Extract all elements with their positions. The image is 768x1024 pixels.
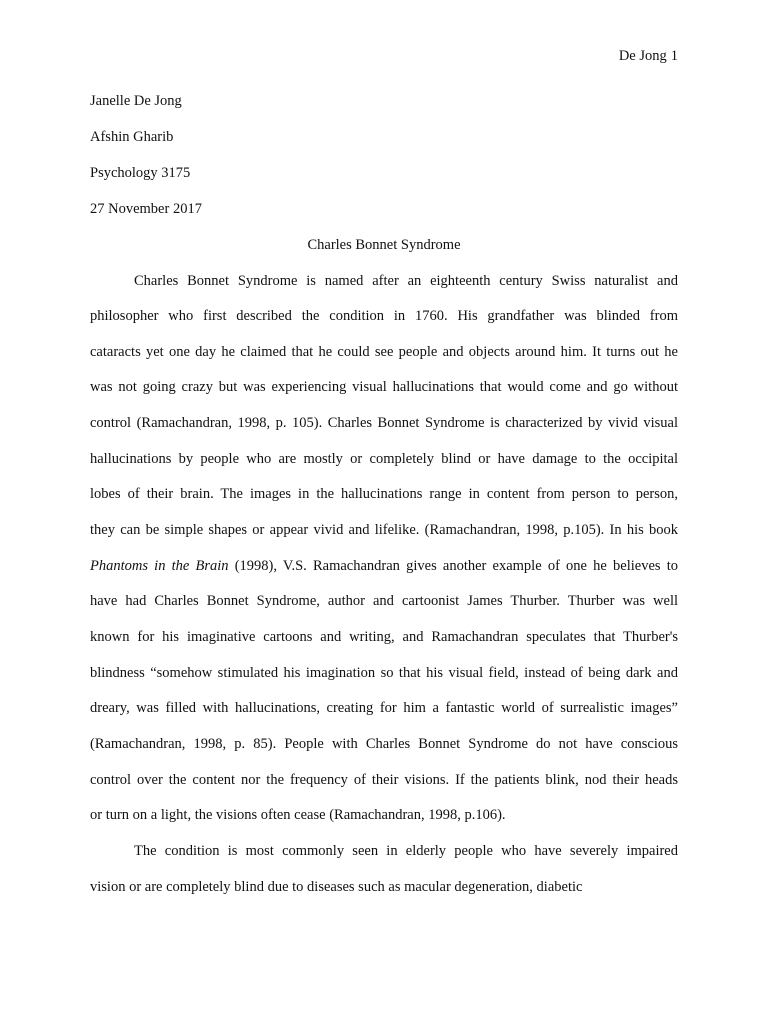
paragraph-line: hallucinations by people who are mostly or completely blind or have damage to the occipital (90, 451, 678, 467)
paragraph-line-with-book-title (90, 555, 678, 577)
instructor-name: Afshin Gharib (90, 129, 174, 145)
running-header (619, 46, 678, 66)
header-author-surname: De Jong (618, 48, 667, 64)
paragraph-line: known for his imaginative cartoons and writing, and Ramachandran speculates that Thurber's (90, 629, 678, 645)
course-name: Psychology 3175 (90, 165, 191, 181)
paragraph-line: philosopher who first described the condition in 1760. His grandfather was blinded from (90, 308, 678, 324)
book-title-continuation: (1998), V.S. Ramachandran gives another example of one he believes to (228, 558, 678, 574)
header-page-number: 1 (670, 48, 678, 64)
paragraph-line: lobes of their brain. The images in the hallucinations range in content from person to person, (90, 486, 678, 502)
paragraph-line: control over the content nor the frequency of their visions. If the patients blink, nod their heads (90, 772, 678, 788)
book-title: Phantoms in the Brain (90, 558, 229, 574)
paragraph-line: The condition is most commonly seen in elderly people who have severely impaired (134, 843, 678, 859)
paragraph-line: blindness “somehow stimulated his imagination so that his visual field, instead of being dark and (90, 665, 678, 681)
paragraph-line: vision or are completely blind due to diseases such as macular degeneration, diabetic (90, 879, 583, 895)
paragraph-line: was not going crazy but was experiencing visual hallucinations that would come and go without (90, 379, 678, 395)
paragraph-line: Charles Bonnet Syndrome is named after an eighteenth century Swiss naturalist and (134, 273, 678, 289)
page-title: Charles Bonnet Syndrome (307, 237, 461, 253)
paragraph-line: have had Charles Bonnet Syndrome, author and cartoonist James Thurber. Thurber was well (90, 593, 678, 609)
paragraph-line: cataracts yet one day he claimed that he could see people and objects around him. It turns out he (90, 344, 678, 360)
paragraph-line: dreary, was filled with hallucinations, creating for him a fantastic world of surrealistic images” (90, 700, 678, 716)
paragraph-line: or turn on a light, the visions often cease (Ramachandran, 1998, p.106). (90, 807, 506, 823)
paragraph-line: control (Ramachandran, 1998, p. 105). Charles Bonnet Syndrome is characterized by vivid visual (90, 415, 678, 431)
paragraph-line: they can be simple shapes or appear vivid and lifelike. (Ramachandran, 1998, p.105). In his book (90, 522, 678, 538)
student-name: Janelle De Jong (90, 93, 182, 109)
submission-date: 27 November 2017 (90, 201, 202, 217)
paragraph-line: (Ramachandran, 1998, p. 85). People with Charles Bonnet Syndrome do not have conscious (90, 736, 678, 752)
